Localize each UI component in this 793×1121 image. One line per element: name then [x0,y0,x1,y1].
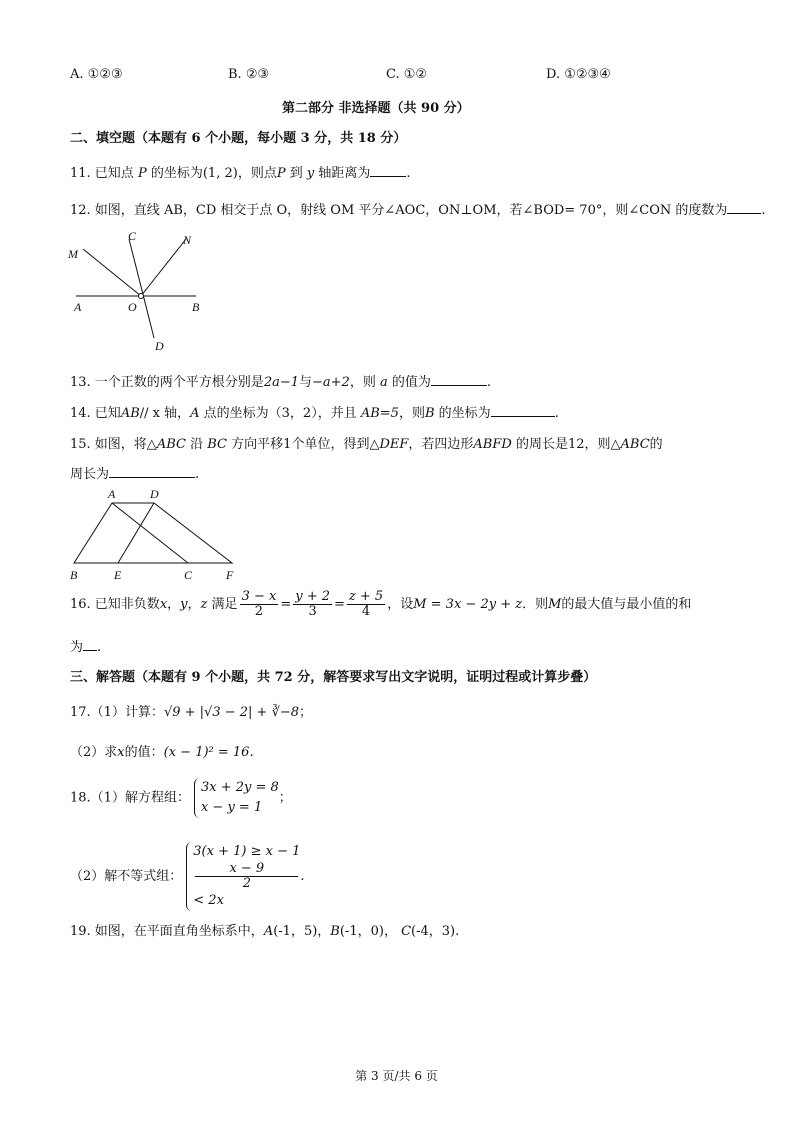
question-16: 16. 已知非负数x，y，z 满足 $\frac{3 - x}{2}$ = $\frac{y + 2}{3}$ = $\frac{z + 5}{4}$ ，设M = 3x − 2y + z．则M的最大值与最小值的和 [70,589,692,619]
question-16-line2: 为 . [70,640,102,655]
label-a: A [74,300,82,314]
line-cd [129,239,154,338]
option-b: B. ②③ [228,67,270,82]
label-m: M [68,247,78,261]
label-d: D [155,339,164,353]
quadrilateral-abfd [74,503,232,563]
label-d: D [150,487,159,501]
question-13: 13. 一个正数的两个平方根分别是2a−1与−a+2，则 a 的值为 . [70,375,492,390]
section2-title: 二、填空题（本题有 6 个小题，每小题 3 分，共 18 分） [70,131,407,146]
label-c: C [184,568,193,582]
label-b: B [70,568,78,582]
label-c: C [128,229,137,243]
answer-blank[interactable] [431,373,487,386]
option-c: C. ①② [386,67,428,82]
ray-on [141,239,186,296]
label-a: A [108,487,116,501]
question-19: 19. 如图，在平面直角坐标系中，A(-1，5)，B(-1，0)， C(-4，3). [70,924,460,939]
label-e: E [114,568,122,582]
ray-om [83,249,141,296]
question-15-line2: 周长为 . [70,467,200,482]
figure-translation [64,485,244,585]
question-12: 12. 如图，直线 AB，CD 相交于点 O，射线 OM 平分∠AOC，ON⊥OM，若∠BOD= 70°，则∠CON 的度数为 . [70,203,766,218]
question-18-part1: 18.（1）解方程组： 3x + 2y = 8 x − y = 1 ； [70,778,292,818]
option-d: D. ①②③④ [546,67,611,82]
page-footer: 第 3 页/共 6 页 [355,1069,438,1083]
answer-blank[interactable] [370,164,406,177]
question-15: 15. 如图，将△ABC 沿 BC 方向平移1个单位，得到△DEF，若四边形ABFD 的周长是12，则△ABC的 [70,437,663,452]
label-n: N [183,233,192,247]
question-17-part2: （2）求x的值：(x − 1)² = 16. [70,745,254,760]
label-f: F [226,568,234,582]
part2-title: 第二部分 非选择题（共 90 分） [282,101,470,116]
point-o [139,294,144,299]
answer-blank[interactable] [109,465,195,478]
label-o: O [128,300,137,314]
question-18-part2: （2）解不等式组： 3(x + 1) ≥ x − 1 x − 9 2 < 2x . [70,842,305,911]
answer-blank[interactable] [727,201,761,214]
question-11: 11. 已知点 P 的坐标为(1, 2)，则点P 到 y 轴距离为 . [70,166,411,181]
question-17-part1: 17.（1）计算：√9 + |√3 − 2| + ∛−8； [70,705,313,720]
option-a: A. ①②③ [70,67,123,82]
answer-blank[interactable] [83,638,97,651]
label-b: B [192,300,200,314]
question-14: 14. 已知AB// x 轴，A 点的坐标为（3，2），并且 AB=5，则B 的坐标为 . [70,406,559,421]
figure-intersecting-lines [60,225,210,355]
answer-blank[interactable] [491,404,555,417]
section3-title: 三、解答题（本题有 9 个小题，共 72 分，解答要求写出文字说明，证明过程或计算步叠） [70,670,597,685]
